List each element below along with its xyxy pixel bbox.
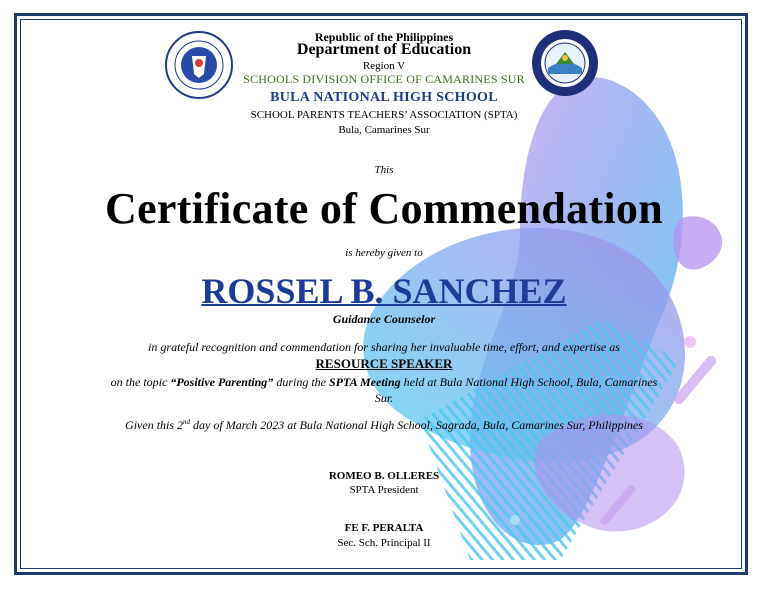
- topic-suffix: held at Bula National High School, Bula, Camarines: [400, 375, 658, 389]
- date-sup: nd: [183, 418, 191, 426]
- certificate-title: Certificate of Commendation: [105, 184, 663, 233]
- school-name: BULA NATIONAL HIGH SCHOOL: [270, 90, 498, 105]
- date-suffix: day of March 2023 at Bula National High School, Sagrada, Bula, Camarines Sur, Philippines: [190, 418, 643, 432]
- signatory-name: FE F. PERALTA: [344, 522, 424, 534]
- signatory-title: Sec. Sch. Principal II: [337, 537, 431, 549]
- recognition-text: in grateful recognition and commendation for sharing her invaluable time, effort, and expertise as: [148, 340, 620, 354]
- association-label: SCHOOL PARENTS TEACHERS’ ASSOCIATION (SPTA): [250, 109, 518, 121]
- role-label: RESOURCE SPEAKER: [315, 356, 453, 371]
- given-to-label: is hereby given to: [345, 247, 423, 259]
- event-name: SPTA Meeting: [328, 375, 401, 389]
- recipient-name: ROSSEL B. SANCHEZ: [201, 271, 567, 311]
- republic-label: Republic of the Philippines: [314, 30, 454, 44]
- signatory-name: ROMEO B. OLLERES: [328, 470, 440, 482]
- department-label: Department of Education: [296, 41, 472, 58]
- signatory-title: SPTA President: [349, 484, 419, 496]
- topic-line: [0, 375, 768, 390]
- topic-mid: during the: [273, 375, 329, 389]
- date-prefix: Given this 2: [125, 418, 184, 432]
- division-label: SCHOOLS DIVISION OFFICE OF CAMARINES SUR: [243, 72, 525, 86]
- topic-line-2: Sur.: [374, 391, 394, 405]
- region-label: Region V: [362, 60, 406, 72]
- address-label: Bula, Camarines Sur: [338, 124, 430, 136]
- recipient-position: Guidance Counselor: [332, 312, 436, 326]
- topic-prefix: on the topic: [110, 375, 171, 389]
- date-line: [0, 418, 768, 433]
- this-label: This: [374, 164, 394, 176]
- topic-title: “Positive Parenting”: [170, 375, 274, 389]
